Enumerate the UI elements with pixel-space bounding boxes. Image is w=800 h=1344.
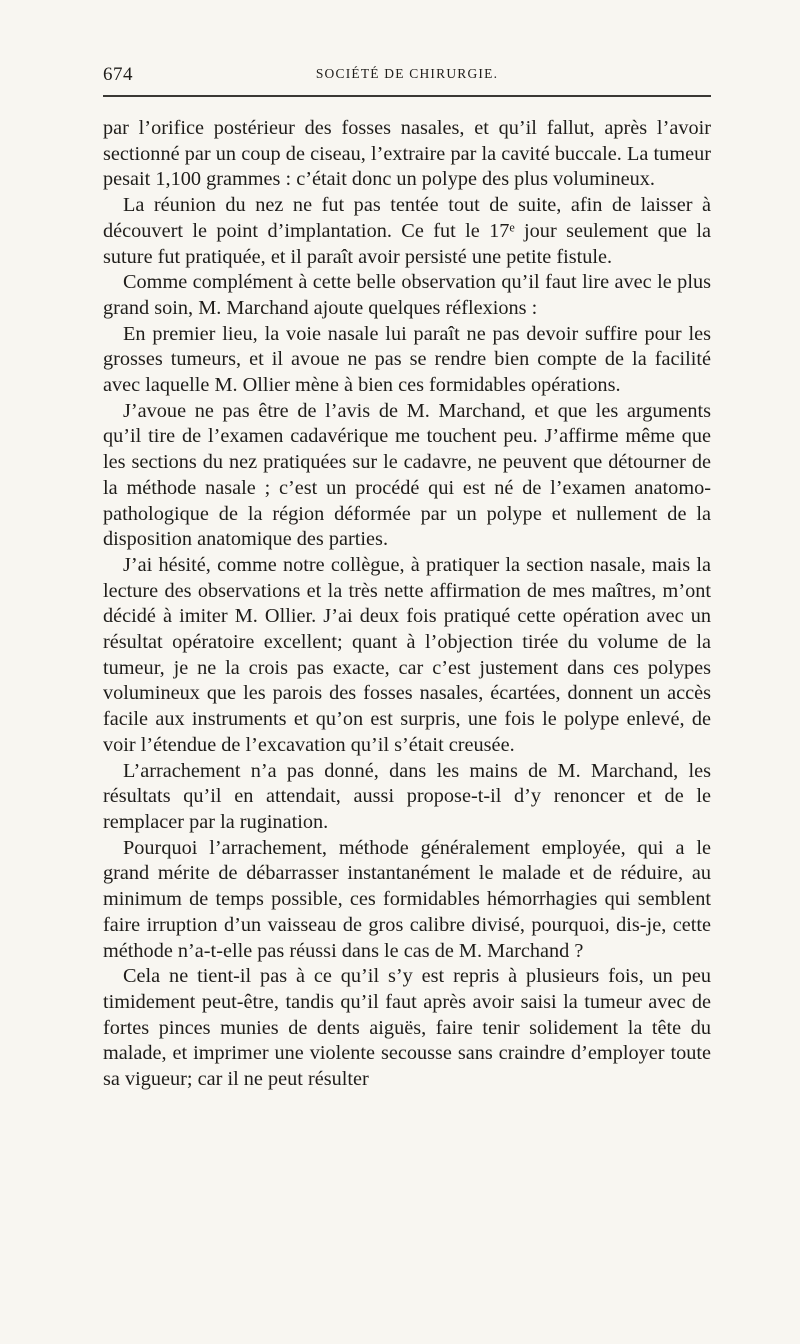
book-page xyxy=(103,58,711,1298)
body-text xyxy=(103,116,711,1093)
running-head: SOCIÉTÉ DE CHIRURGIE. xyxy=(315,66,499,81)
page-header xyxy=(103,58,711,88)
page-number: 674 xyxy=(103,64,133,85)
paragraph-8: Pourquoi l’arrachement, méthode généralement employée, qui a le grand mérite de débarrasser instantanément le malade et de réduire, au minimum de temps possible, ces formidables hémorrhagies qui semblent faire irruption d’un vaisseau de gros calibre divisé, pourquoi, dis-je, cette méthode n’a-t-elle pas réussi dans le cas de M. Marchand ? xyxy=(103,836,711,962)
paragraph-6: J’ai hésité, comme notre collègue, à pratiquer la section nasale, mais la lecture des observations et la très nette affirmation de mes maîtres, m’ont décidé à imiter M. Ollier. J’ai deux fois pratiqué cette opération avec un résultat opératoire excellent; quant à l’objection tirée du volume de la tumeur, je ne la crois pas exacte, car c’est justement dans ces polypes volumineux que les parois des fosses nasales, écartées, donnent un accès facile aux instruments et qu’on est surpris, une fois le polype enlevé, de voir l’étendue de l’excavation qu’il s’était creusée. xyxy=(103,553,711,756)
paragraph-2: La réunion du nez ne fut pas tentée tout de suite, afin de laisser à découvert le point d’implantation. Ce fut le 17ᵉ jour seulement que la suture fut pratiquée, et il paraît avoir persisté une petite fistule. xyxy=(103,194,711,268)
paragraph-5: J’avoue ne pas être de l’avis de M. Marchand, et que les arguments qu’il tire de l’examen cadavérique me touchent peu. J’affirme même que les sections du nez pratiquées sur le cadavre, ne peuvent que détourner de la méthode nasale ; c’est un procédé qui est né de l’examen anatomo-pathologique de la région déformée par un polype et nullement de la disposition anatomique des parties. xyxy=(103,399,711,551)
paragraph-3: Comme complément à cette belle observation qu’il faut lire avec le plus grand soin, M. Marchand ajoute quelques réflexions : xyxy=(103,271,711,319)
paragraph-7: L’arrachement n’a pas donné, dans les mains de M. Marchand, les résultats qu’il en attendait, aussi propose-t-il d’y renoncer et de le remplacer par la rugination. xyxy=(103,759,711,833)
paragraph-4: En premier lieu, la voie nasale lui paraît ne pas devoir suffire pour les grosses tumeurs, et il avoue ne pas se rendre bien compte de la facilité avec laquelle M. Ollier mène à bien ces formidables opérations. xyxy=(103,322,711,397)
paragraph-1: par l’orifice postérieur des fosses nasales, et qu’il fallut, après l’avoir sectionné par un coup de ciseau, l’extraire par la cavité buccale. La tumeur pesait 1,100 grammes : c’était donc un polype des plus volumineux. xyxy=(103,117,711,191)
paragraph-9: Cela ne tient-il pas à ce qu’il s’y est repris à plusieurs fois, un peu timidement peut-être, tandis qu’il faut après avoir saisi la tumeur avec de fortes pinces munies de dents aiguës, faire tenir solidement la tête du malade, et imprimer une violente secousse sans craindre d’employer toute sa vigueur; car il ne peut résulter xyxy=(103,965,711,1091)
header-rule xyxy=(103,95,711,97)
